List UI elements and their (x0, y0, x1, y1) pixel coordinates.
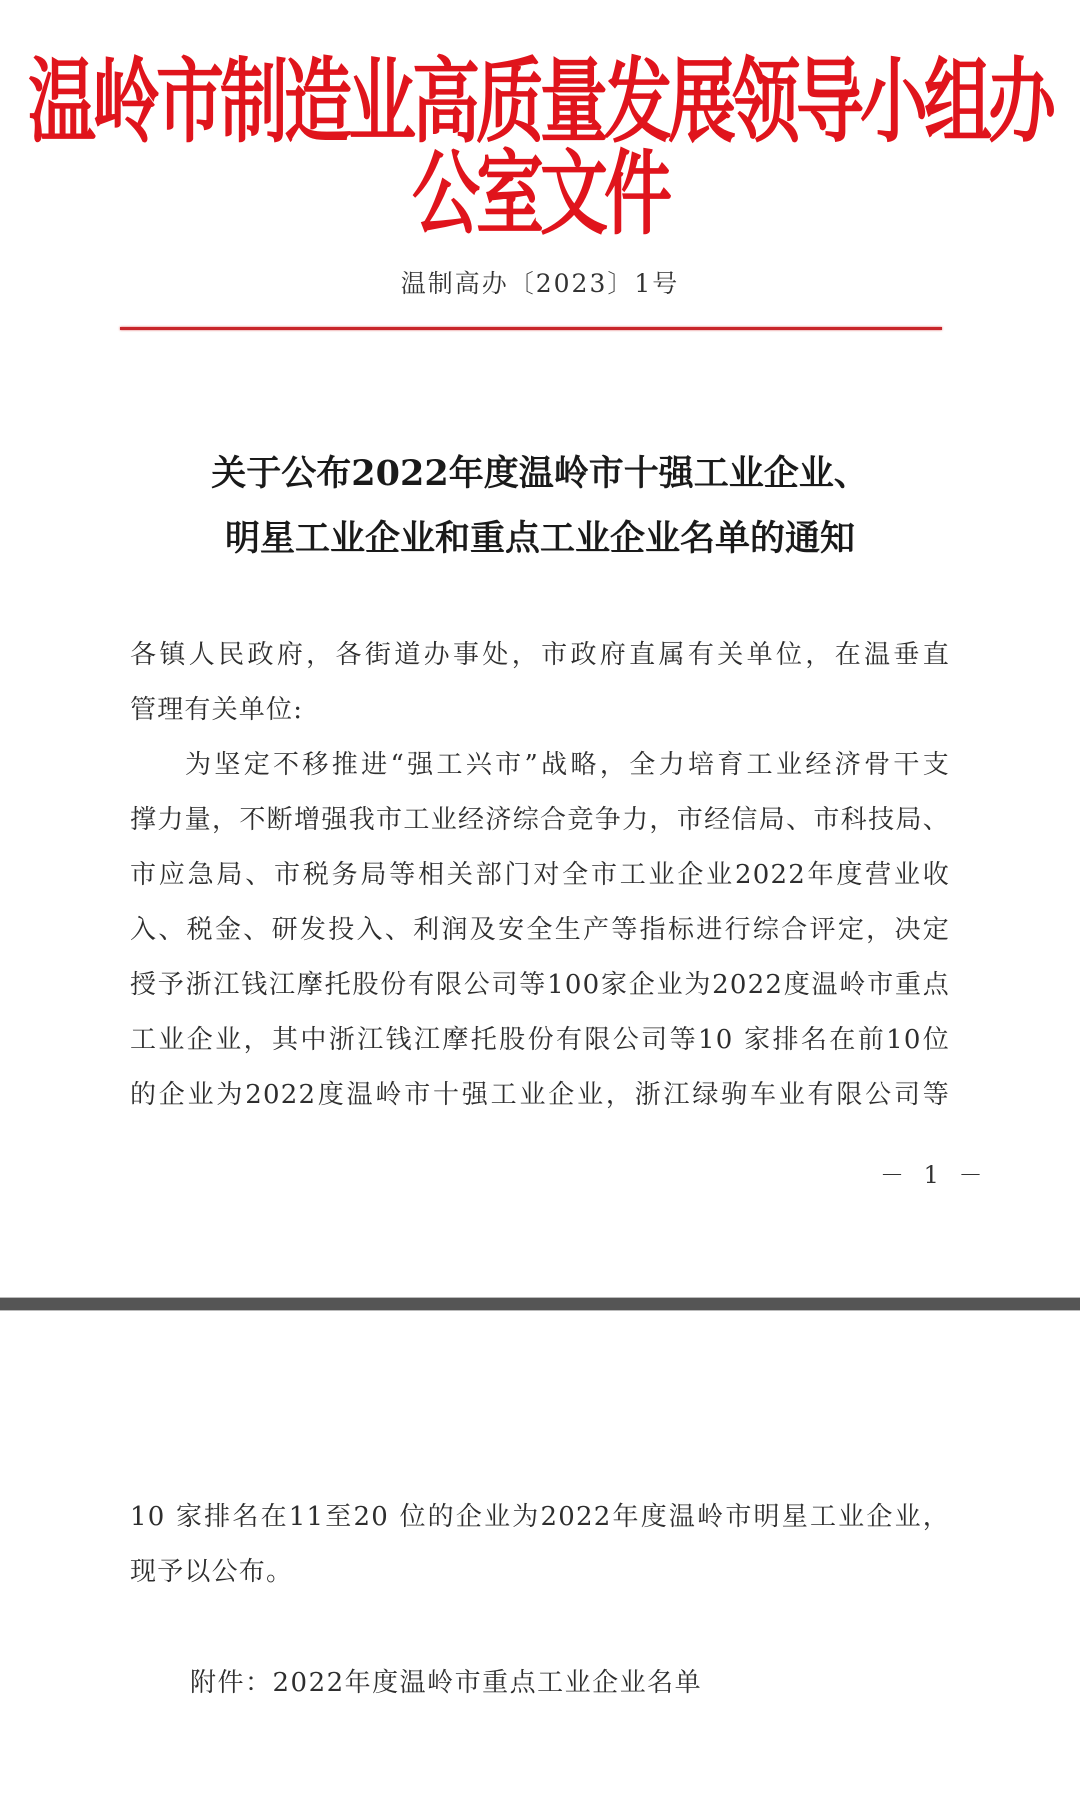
body-line: 工业企业，其中浙江钱江摩托股份有限公司等10 家排名在前10位 (130, 1025, 950, 1055)
body-line: 授予浙江钱江摩托股份有限公司等100家企业为2022度温岭市重点 (130, 970, 950, 1000)
document-number: 温制高办〔2023〕1号 (400, 269, 680, 298)
body-line: 现予以公布。 (130, 1557, 294, 1587)
masthead-title: 温岭市制造业高质量发展领导小组办公室文件 (27, 49, 1052, 249)
attachment-note: 附件：2022年度温岭市重点工业企业名单 (190, 1668, 703, 1698)
body-line: 撑力量，不断增强我市工业经济综合竞争力，市经信局、市科技局、 (130, 805, 950, 835)
addressee-line: 各镇人民政府，各街道办事处，市政府直属有关单位，在温垂直 (130, 640, 950, 670)
page-number: － 1 － (880, 1161, 989, 1189)
body-line: 的企业为2022度温岭市十强工业企业，浙江绿驹车业有限公司等 (130, 1080, 950, 1110)
notice-title-line-2: 明星工业企业和重点工业企业名单的通知 (224, 518, 855, 559)
body-line: 入、税金、研发投入、利润及安全生产等指标进行综合评定，决定 (130, 915, 950, 945)
addressee (130, 628, 950, 738)
body-line: 为坚定不移推进“强工兴市”战略，全力培育工业经济骨干支 (185, 750, 950, 780)
red-rule-divider (120, 327, 942, 330)
body-paragraph-continued (130, 1490, 950, 1600)
notice-title-line-1: 关于公布2022年度温岭市十强工业企业、 (211, 453, 869, 494)
page-break-divider (0, 1297, 1080, 1311)
body-paragraph (130, 738, 950, 1123)
body-line: 市应急局、市税务局等相关部门对全市工业企业2022年度营业收 (130, 860, 950, 890)
body-line: 10 家排名在11至20 位的企业为2022年度温岭市明星工业企业， (130, 1502, 950, 1532)
addressee-line: 管理有关单位: (130, 695, 304, 725)
